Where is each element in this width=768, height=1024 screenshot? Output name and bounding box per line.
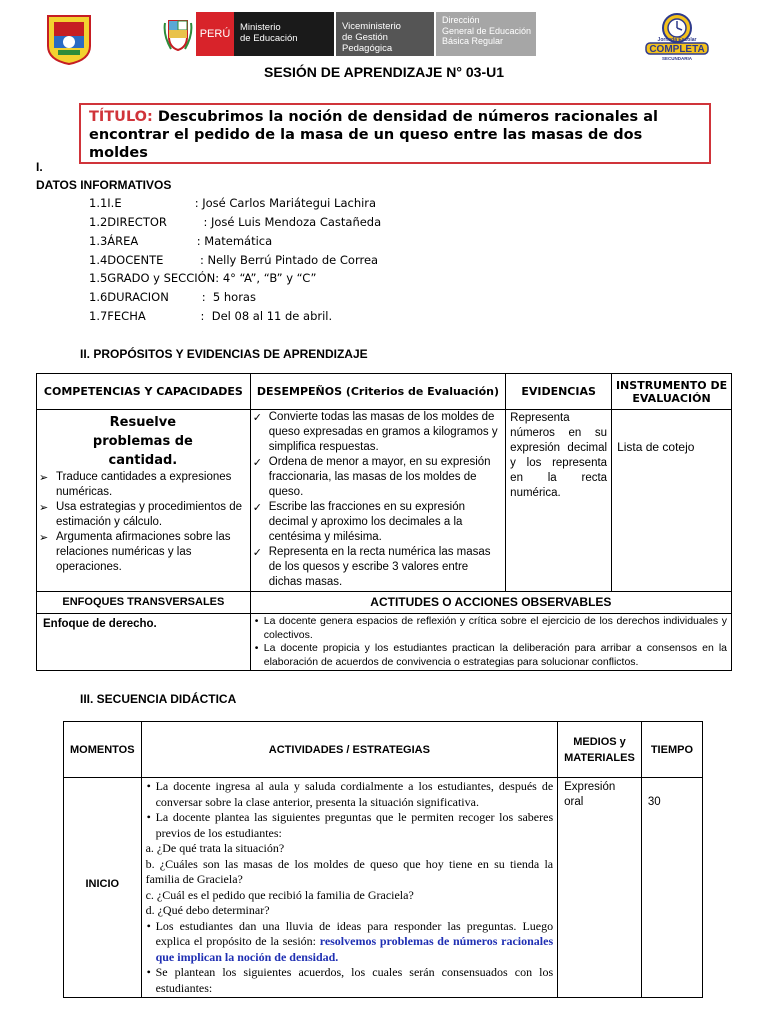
capacidad-item: ➢ Argumenta afirmaciones sobre las relaciones numéricas y las operaciones. xyxy=(39,530,247,575)
desempeno-item: ✓ Ordena de menor a mayor, en su expresión fraccionaria, las masas de los moldes de queso. xyxy=(252,455,501,500)
header-evidencias: EVIDENCIAS xyxy=(506,374,612,410)
question-item: b. ¿Cuáles son las masas de los moldes de queso que hoy tiene en su tienda la familia de Graciela? xyxy=(145,856,554,886)
info-row-director: 1.2DIRECTOR : José Luis Mendoza Castañeda xyxy=(89,215,382,229)
activities-list-2 xyxy=(146,919,554,997)
school-logo xyxy=(44,12,94,66)
info-row-grado: 1.5GRADO y SECCIÓN: 4° “A”, “B” y “C” xyxy=(89,271,317,285)
svg-text:SECUNDARIA: SECUNDARIA xyxy=(661,56,693,61)
section-3-title: III. SECUENCIA DIDÁCTICA xyxy=(80,692,237,706)
tiempo-cell: 30 xyxy=(641,778,702,998)
dir-line-2: General de Educación xyxy=(442,25,532,36)
desempenos-list xyxy=(252,410,501,590)
peru-shield-icon xyxy=(160,12,196,56)
desempeno-item: ✓ Representa en la recta numérica las masas de los quesos y escribe 3 valores entre dichas masas. xyxy=(252,545,501,590)
header-actitudes: ACTITUDES O ACCIONES OBSERVABLES xyxy=(250,592,731,614)
header-medios: MEDIOS y MATERIALES xyxy=(558,722,642,778)
header-tiempo: TIEMPO xyxy=(641,722,702,778)
evidencias-cell: Representa números en su expresión decimal y los representa en la recta numérica. xyxy=(506,410,612,592)
session-title: SESIÓN DE APRENDIZAJE N° 03-U1 xyxy=(263,64,505,80)
header-desempenos: DESEMPEÑOS (Criterios de Evaluación) xyxy=(250,374,505,410)
capacidad-item: ➢ Usa estrategias y procedimientos de estimación y cálculo. xyxy=(39,500,247,530)
actitudes-cell xyxy=(250,614,731,671)
actitud-item: • La docente genera espacios de reflexión y crítica sobre el ejercicio de los derechos individuales y colectivos. xyxy=(254,615,727,642)
desempenos-cell xyxy=(250,410,505,592)
direccion-label xyxy=(436,12,536,56)
activity-item: • La docente ingresa al aula y saluda cordialmente a los estudiantes, después de conversar sobre la clase anterior, presenta la situación significativa. xyxy=(146,779,554,810)
medios-cell: Expresión oral xyxy=(558,778,642,998)
title-box xyxy=(79,103,711,164)
section-2-title: II. PROPÓSITOS Y EVIDENCIAS DE APRENDIZAJE xyxy=(80,347,368,361)
ministerio-line-2: de Educación xyxy=(240,33,298,44)
enfoque-cell: Enfoque de derecho. xyxy=(37,614,251,671)
title-label: TÍTULO: xyxy=(89,109,153,125)
desempeno-item: ✓ Escribe las fracciones en su expresión decimal y aproximo los decimales a la centésima y milésima. xyxy=(252,500,501,545)
vice-line-2: de Gestión Pedagógica xyxy=(342,32,393,54)
info-row-fecha: 1.7FECHA : Del 08 al 11 de abril. xyxy=(89,309,333,323)
competencia-title: Resuelve problemas de cantidad. xyxy=(92,415,193,468)
activities-cell xyxy=(141,778,558,998)
info-row-duracion: 1.6DURACION : 5 horas xyxy=(89,290,256,304)
header-enfoques: ENFOQUES TRANSVERSALES xyxy=(37,592,251,614)
header-actividades: ACTIVIDADES / ESTRATEGIAS xyxy=(141,722,558,778)
info-row-docente: 1.4DOCENTE : Nelly Berrú Pintado de Correa xyxy=(89,253,379,267)
actitudes-list xyxy=(254,615,727,669)
dir-line-3: Básica Regular xyxy=(442,36,504,46)
title-text: Descubrimos la noción de densidad de números racionales al encontrar el pedido de la masa de un queso entre las masas de dos moldes xyxy=(89,109,658,161)
vice-line-1: Viceministerio xyxy=(342,21,401,32)
activity-purpose-text: Los estudiantes dan una lluvia de ideas para responder las preguntas. Luego explica el propósito de la sesión: xyxy=(155,918,554,948)
svg-text:Jornada Escolar: Jornada Escolar xyxy=(657,37,697,43)
dir-line-1: Dirección xyxy=(442,15,480,25)
ministerio-label xyxy=(234,12,334,56)
instrumento-cell: Lista de cotejo xyxy=(612,410,732,592)
section-1-numeral: I. xyxy=(36,160,43,174)
activity-item: • Se plantean los siguientes acuerdos, los cuales serán consensuados con los estudiantes: xyxy=(146,965,554,996)
moment-inicio: INICIO xyxy=(64,778,142,998)
header-instrumento: INSTRUMENTO DE EVALUACIÓN xyxy=(612,374,732,410)
question-item: d. ¿Qué debo determinar? xyxy=(145,903,270,917)
activity-purpose-bold: resolvemos problemas de números racionales que implican la noción de densidad. xyxy=(155,934,554,964)
capacidades-list xyxy=(39,470,247,575)
capacidad-item: ➢ Traduce cantidades a expresiones numéricas. xyxy=(39,470,247,500)
desempeno-item: ✓ Convierte todas las masas de los moldes de queso expresadas en gramos a kilogramos y simplifica respuestas. xyxy=(252,410,501,455)
info-row-area: 1.3ÁREA : Matemática xyxy=(89,234,273,248)
purposes-table xyxy=(36,373,732,671)
activity-item-purpose xyxy=(146,919,554,966)
peru-label: PERÚ xyxy=(196,12,234,56)
info-row-ie: 1.1I.E : José Carlos Mariátegui Lachira xyxy=(89,196,377,210)
header-competencias: COMPETENCIAS Y CAPACIDADES xyxy=(37,374,251,410)
viceministerio-label xyxy=(336,12,434,56)
activity-item: • La docente plantea las siguientes preguntas que le permiten recoger los saberes previos de los estudiantes: xyxy=(146,810,554,841)
question-item: a. ¿De qué trata la situación? xyxy=(145,841,285,855)
header-momentos: MOMENTOS xyxy=(64,722,142,778)
jornada-completa-logo xyxy=(644,10,710,62)
section-1-title: DATOS INFORMATIVOS xyxy=(36,178,172,192)
actitud-item: • La docente propicia y los estudiantes practican la deliberación para arribar a consensos en la elaboración de acuerdos de convivencia o estrategias para solucionar conflictos. xyxy=(254,642,727,669)
sequence-table xyxy=(63,721,703,998)
competencias-cell xyxy=(37,410,251,592)
government-banner xyxy=(160,12,536,56)
ministerio-line-1: Ministerio xyxy=(240,22,281,33)
svg-text:COMPLETA: COMPLETA xyxy=(649,44,705,55)
activities-list-1 xyxy=(146,779,554,841)
question-item: c. ¿Cuál es el pedido que recibió la familia de Graciela? xyxy=(145,887,414,902)
